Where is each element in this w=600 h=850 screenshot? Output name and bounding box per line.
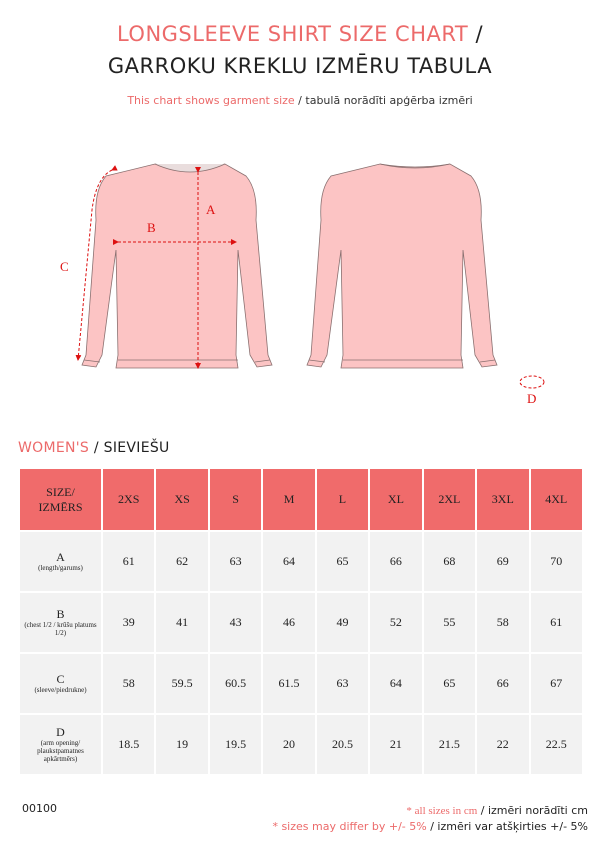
note2-lv: / izmēri var atšķirties +/- 5%	[426, 820, 588, 833]
table-cell: 65	[424, 654, 475, 713]
table-cell: 39	[103, 593, 154, 652]
table-cell: 19.5	[210, 715, 261, 774]
size-col-header: XS	[156, 469, 207, 530]
table-row	[20, 532, 582, 591]
section-separator: /	[89, 440, 104, 456]
row-label-main: D	[56, 725, 65, 739]
table-cell: 55	[424, 593, 475, 652]
size-table	[18, 467, 584, 776]
front-shirt	[82, 164, 272, 368]
shirt-diagram	[0, 150, 600, 420]
size-col-header: 2XL	[424, 469, 475, 530]
table-cell: 66	[477, 654, 528, 713]
back-shirt	[307, 164, 497, 368]
table-row	[20, 715, 582, 774]
footer-notes	[272, 803, 588, 835]
table-cell: 46	[263, 593, 314, 652]
row-label	[20, 654, 101, 713]
title-en: LONGSLEEVE SHIRT SIZE CHART	[116, 22, 469, 46]
subtitle-en: This chart shows garment size	[127, 94, 295, 107]
row-label	[20, 593, 101, 652]
table-cell: 49	[317, 593, 368, 652]
table-cell: 64	[370, 654, 421, 713]
table-row	[20, 593, 582, 652]
table-cell: 63	[210, 532, 261, 591]
table-cell: 41	[156, 593, 207, 652]
table-cell: 59.5	[156, 654, 207, 713]
size-col-header: 3XL	[477, 469, 528, 530]
size-col-header: L	[317, 469, 368, 530]
table-row	[20, 654, 582, 713]
size-header-label: SIZE/ IZMĒRS	[20, 469, 101, 530]
label-d: D	[527, 391, 537, 406]
row-label-sub: (length/garums)	[38, 564, 83, 572]
table-cell: 21	[370, 715, 421, 774]
table-cell: 61.5	[263, 654, 314, 713]
title-separator: /	[468, 22, 484, 46]
size-col-header: M	[263, 469, 314, 530]
table-cell: 58	[103, 654, 154, 713]
title-lv: GARROKU KREKLU IZMĒRU TABULA	[107, 54, 493, 78]
row-label-sub: (arm opening/ plaukstpamatnes apkārtmērs)	[37, 739, 84, 763]
section-heading	[18, 440, 170, 456]
section-en: WOMEN'S	[18, 440, 90, 456]
measure-d-loop	[520, 376, 544, 388]
table-cell: 61	[531, 593, 583, 652]
row-label	[20, 532, 101, 591]
table-cell: 66	[370, 532, 421, 591]
table-cell: 43	[210, 593, 261, 652]
note2-en: * sizes may differ by +/- 5%	[272, 820, 427, 833]
table-cell: 64	[263, 532, 314, 591]
table-cell: 67	[531, 654, 583, 713]
note-units	[272, 803, 588, 819]
subtitle-lv: tabulā norādīti apģērba izmēri	[305, 94, 473, 107]
note-tolerance	[272, 819, 588, 835]
size-header-row	[20, 469, 582, 530]
note1-lv: / izmēri norādīti cm	[477, 804, 588, 817]
row-label-sub: (sleeve/piedrukne)	[34, 686, 87, 694]
chart-title-en	[0, 22, 600, 46]
table-cell: 65	[317, 532, 368, 591]
row-label-sub: (chest 1/2 / krūšu platums 1/2)	[24, 621, 97, 637]
table-cell: 19	[156, 715, 207, 774]
table-cell: 60.5	[210, 654, 261, 713]
table-cell: 58	[477, 593, 528, 652]
size-col-header: XL	[370, 469, 421, 530]
subtitle-separator: /	[294, 94, 306, 107]
table-cell: 70	[531, 532, 583, 591]
table-cell: 22	[477, 715, 528, 774]
row-label-main: B	[56, 607, 65, 621]
table-cell: 22.5	[531, 715, 583, 774]
size-col-header: S	[210, 469, 261, 530]
table-cell: 20	[263, 715, 314, 774]
section-lv: SIEVIEŠU	[103, 440, 170, 456]
table-cell: 20.5	[317, 715, 368, 774]
label-c: C	[60, 259, 69, 274]
table-cell: 69	[477, 532, 528, 591]
table-cell: 18.5	[103, 715, 154, 774]
row-label	[20, 715, 101, 774]
row-label-main: C	[56, 672, 65, 686]
product-code: 00100	[22, 802, 57, 815]
table-cell: 21.5	[424, 715, 475, 774]
label-a: A	[206, 202, 216, 217]
table-cell: 63	[317, 654, 368, 713]
table-cell: 52	[370, 593, 421, 652]
table-cell: 62	[156, 532, 207, 591]
label-b: B	[147, 220, 156, 235]
note1-en: * all sizes in cm	[406, 805, 478, 817]
size-col-header: 4XL	[531, 469, 583, 530]
subtitle	[0, 94, 600, 107]
table-cell: 68	[424, 532, 475, 591]
table-cell: 61	[103, 532, 154, 591]
size-col-header: 2XS	[103, 469, 154, 530]
row-label-main: A	[56, 550, 65, 564]
